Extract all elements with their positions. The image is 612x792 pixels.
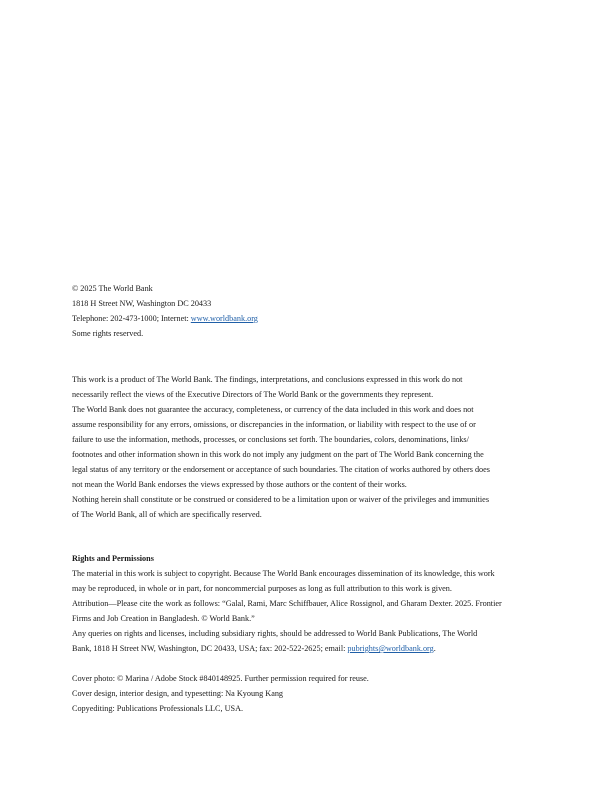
rights-line: Any queries on rights and licenses, including subsidiary rights, should be addressed to World Bank Publications, The World: [72, 629, 478, 638]
design-credit: Cover design, interior design, and typesetting: Na Kyoung Kang: [72, 689, 284, 698]
rights-contact-line: [72, 641, 542, 656]
rights-heading: Rights and Permissions: [72, 554, 154, 563]
rights-permissions-block: [72, 551, 542, 656]
disclaimer-line: failure to use the information, methods, processes, or conclusions set forth. The boundaries, colors, denominations, links/: [72, 435, 469, 444]
rights-line: Attribution—Please cite the work as follows: “Galal, Rami, Marc Schiffbauer, Alice Rossignol, and Gharam Dexter. 2025. Frontier: [72, 599, 502, 608]
disclaimer-line: necessarily reflect the views of the Executive Directors of The World Bank or the governments they represent.: [72, 390, 434, 399]
rights-contact-period: .: [433, 644, 436, 653]
disclaimer-line: of The World Bank, all of which are specifically reserved.: [72, 510, 262, 519]
copyright-notice: © 2025 The World Bank: [72, 284, 153, 293]
disclaimer-line: assume responsibility for any errors, omissions, or discrepancies in the information, or liability with respect to the use of or: [72, 420, 476, 429]
disclaimer-line: The World Bank does not guarantee the accuracy, completeness, or currency of the data included in this work and does not: [72, 405, 474, 414]
disclaimer-line: legal status of any territory or the endorsement or acceptance of such boundaries. The citation of works authored by others does: [72, 465, 490, 474]
rights-line: Firms and Job Creation in Bangladesh. © World Bank.”: [72, 614, 255, 623]
disclaimer-line: This work is a product of The World Bank. The findings, interpretations, and conclusions expressed in this work do not: [72, 375, 463, 384]
credits-block: [72, 671, 542, 716]
disclaimer-line: Nothing herein shall constitute or be construed or considered to be a limitation upon or waiver of the privileges and immunities: [72, 495, 490, 504]
copyediting-credit: Copyediting: Publications Professionals LLC, USA.: [72, 704, 244, 713]
rights-reserved: Some rights reserved.: [72, 329, 144, 338]
pubrights-email-link[interactable]: pubrights@worldbank.org: [347, 644, 434, 653]
address: 1818 H Street NW, Washington DC 20433: [72, 299, 212, 308]
telephone-text: Telephone: 202-473-1000; Internet:: [72, 314, 191, 323]
contact-line: [72, 311, 542, 326]
worldbank-website-link[interactable]: www.worldbank.org: [190, 314, 258, 323]
copyright-block: [72, 281, 542, 341]
rights-line: The material in this work is subject to copyright. Because The World Bank encourages dissemination of its knowledge, this work: [72, 569, 495, 578]
disclaimer-line: footnotes and other information shown in this work do not imply any judgment on the part of The World Bank concerning the: [72, 450, 484, 459]
rights-contact-text: Bank, 1818 H Street NW, Washington, DC 20433, USA; fax: 202-522-2625; email:: [72, 644, 348, 653]
disclaimer-block: [72, 372, 542, 522]
disclaimer-line: not mean the World Bank endorses the views expressed by those authors or the content of their works.: [72, 480, 407, 489]
cover-photo-credit: Cover photo: © Marina / Adobe Stock #840148925. Further permission required for reuse.: [72, 674, 369, 683]
rights-line: may be reproduced, in whole or in part, for noncommercial purposes as long as full attribution to this work is given.: [72, 584, 452, 593]
